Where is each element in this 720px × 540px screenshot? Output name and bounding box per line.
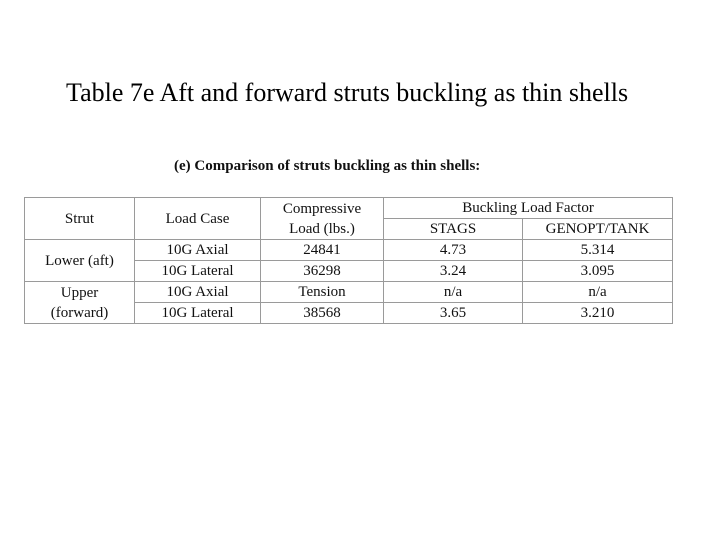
stags-cell: 4.73 — [384, 240, 523, 261]
genopt-cell: n/a — [523, 282, 673, 303]
load-case-cell: 10G Lateral — [135, 261, 261, 282]
table-caption: (e) Comparison of struts buckling as thin shells: — [174, 158, 481, 174]
header-compressive-load — [261, 198, 384, 240]
header-compressive-load-line1: Compressive — [282, 200, 362, 217]
struts-buckling-table — [24, 197, 673, 324]
strut-label-line2: (forward) — [50, 304, 109, 321]
table-row — [25, 240, 673, 261]
strut-cell-upper — [25, 282, 135, 324]
load-cell: Tension — [261, 282, 384, 303]
stags-cell: 3.65 — [384, 303, 523, 324]
table-row — [25, 282, 673, 303]
load-case-cell: 10G Lateral — [135, 303, 261, 324]
stags-cell: n/a — [384, 282, 523, 303]
genopt-cell: 3.095 — [523, 261, 673, 282]
strut-label-line1: Upper — [60, 284, 99, 301]
strut-cell-lower — [25, 240, 135, 282]
load-case-cell: 10G Axial — [135, 282, 261, 303]
load-case-cell: 10G Axial — [135, 240, 261, 261]
load-cell: 38568 — [261, 303, 384, 324]
header-load-case: Load Case — [135, 198, 261, 240]
header-strut: Strut — [25, 198, 135, 240]
strut-label-line1: Lower (aft) — [45, 252, 114, 269]
load-cell: 36298 — [261, 261, 384, 282]
header-compressive-load-line2: Load (lbs.) — [289, 220, 355, 237]
genopt-cell: 3.210 — [523, 303, 673, 324]
header-stags: STAGS — [384, 219, 523, 240]
header-buckling-load-factor: Buckling Load Factor — [384, 198, 673, 219]
slide-title: Table 7e Aft and forward struts buckling as thin shells — [66, 78, 629, 107]
genopt-cell: 5.314 — [523, 240, 673, 261]
table-header-row — [25, 198, 673, 219]
header-genopt-tank: GENOPT/TANK — [523, 219, 673, 240]
stags-cell: 3.24 — [384, 261, 523, 282]
load-cell: 24841 — [261, 240, 384, 261]
